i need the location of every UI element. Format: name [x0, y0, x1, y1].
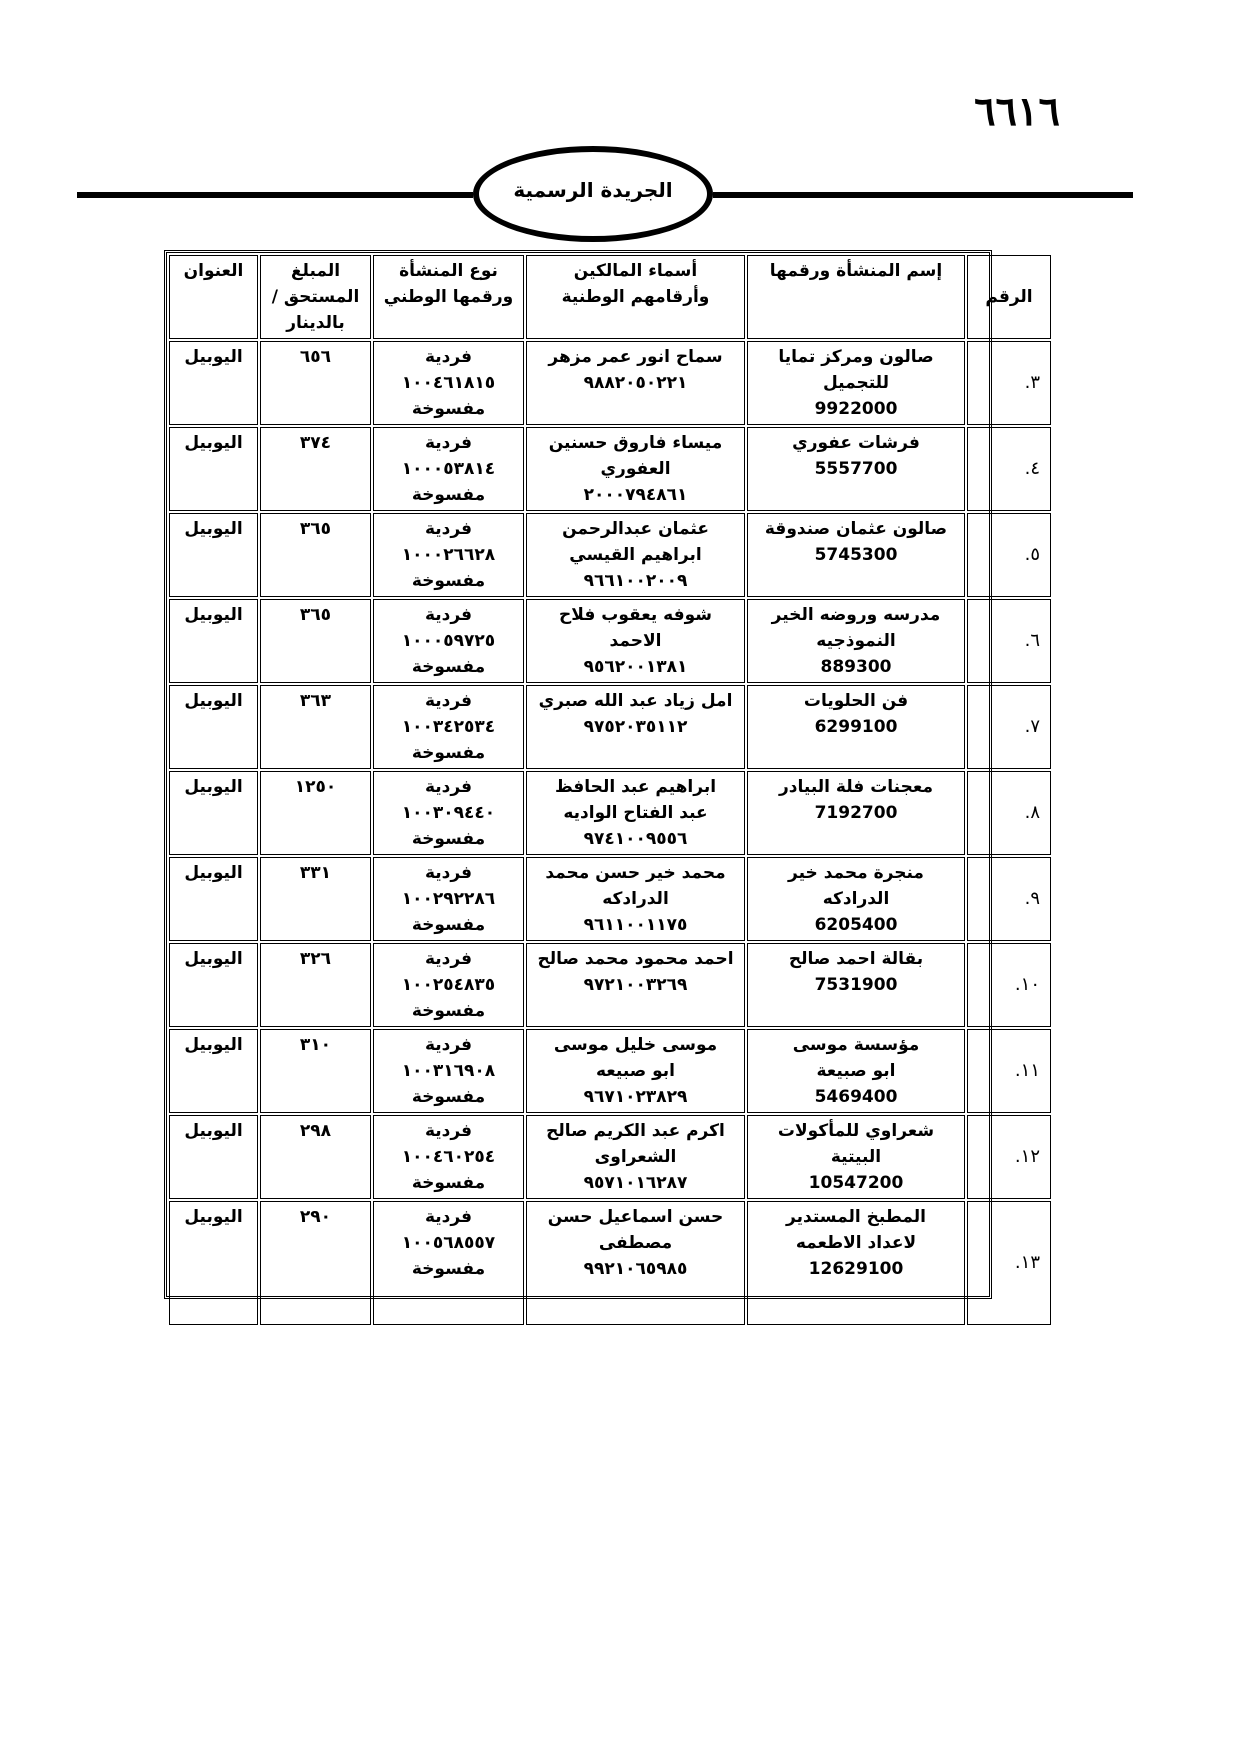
facility-type-line: مفسوخة — [411, 1087, 486, 1107]
owner-line: ٩٦١١٠٠١١٧٥ — [583, 915, 688, 935]
facilities-table-frame — [164, 250, 1040, 1299]
amount-cell — [260, 1201, 371, 1325]
facility-name-line: لاعداد الاطعمه — [795, 1233, 917, 1253]
facility-type-line: فردية — [424, 949, 473, 969]
facility-name-line: 889300 — [820, 657, 892, 677]
amount-cell — [260, 685, 371, 769]
gazette-header-oval — [473, 146, 713, 242]
owner-line: ميساء فاروق حسنين — [548, 433, 723, 453]
address-value: اليوبيل — [184, 949, 243, 969]
amount-cell — [260, 1029, 371, 1113]
facility-type-line: فردية — [424, 1035, 473, 1055]
address-value: اليوبيل — [184, 347, 243, 367]
facility-name-line: 7531900 — [814, 975, 898, 995]
amount-value: ٣٦٥ — [299, 605, 332, 625]
owner-line: محمد خير حسن محمد — [545, 863, 726, 883]
row-number-cell — [967, 427, 1051, 511]
facility-type-line: فردية — [424, 777, 473, 797]
facility-type-line: مفسوخة — [411, 1259, 486, 1279]
facility-type-line: ١٠٠٣١٦٩٠٨ — [401, 1061, 496, 1081]
row-number-cell — [967, 943, 1051, 1027]
facility-name-line: معجنات فلة البيادر — [779, 777, 933, 797]
owner-line: شوفه يعقوب فلاح الاحمد — [559, 605, 712, 651]
facility-name-cell — [747, 599, 965, 683]
address-cell — [169, 943, 258, 1027]
table-row — [169, 857, 1051, 941]
owners-cell — [526, 427, 745, 511]
facility-type-line: فردية — [424, 1207, 473, 1227]
owner-line: عثمان عبدالرحمن — [562, 519, 709, 539]
address-value: اليوبيل — [184, 433, 243, 453]
facility-name-line: ابو صبيعة — [816, 1061, 896, 1081]
facility-type-line: مفسوخة — [411, 1001, 486, 1021]
facility-name-line: 10547200 — [808, 1173, 904, 1193]
row-number: ١٠. — [1014, 974, 1040, 995]
facility-type-line: ١٠٠٢٥٤٨٣٥ — [401, 975, 496, 995]
owner-line: الشعراوى — [594, 1147, 677, 1167]
address-value: اليوبيل — [184, 1121, 243, 1141]
owner-line: موسى خليل موسى — [553, 1035, 718, 1055]
row-number: ١١. — [1014, 1060, 1040, 1081]
address-cell — [169, 341, 258, 425]
address-value: اليوبيل — [184, 1207, 243, 1227]
facility-name-cell — [747, 943, 965, 1027]
facility-type-line: ١٠٠٤٦١٨١٥ — [401, 373, 496, 393]
facility-type-line: فردية — [424, 605, 473, 625]
facility-name-line: مؤسسة موسى — [792, 1035, 920, 1055]
row-number-cell — [967, 685, 1051, 769]
row-number: ٦. — [1024, 630, 1040, 651]
amount-value: ١٢٥٠ — [294, 777, 337, 797]
facility-type-cell — [373, 1201, 524, 1325]
facility-type-line: فردية — [424, 863, 473, 883]
header-rule-right — [713, 192, 1133, 198]
facility-type-cell — [373, 599, 524, 683]
facility-type-line: فردية — [424, 1121, 473, 1141]
header-rule-left — [77, 192, 473, 198]
facility-type-line: ١٠٠٢٩٢٢٨٦ — [401, 889, 496, 909]
owners-cell — [526, 685, 745, 769]
owners-cell — [526, 1201, 745, 1325]
amount-cell — [260, 1115, 371, 1199]
facility-name-line: فن الحلويات — [803, 691, 909, 711]
amount-cell — [260, 943, 371, 1027]
owner-line: ابراهيم القيسي — [569, 545, 702, 565]
row-number: ٩. — [1024, 888, 1040, 909]
facility-name-line: 7192700 — [814, 803, 898, 823]
row-number-cell — [967, 1201, 1051, 1325]
facility-type-line: مفسوخة — [411, 743, 486, 763]
facility-type-cell — [373, 513, 524, 597]
address-value: اليوبيل — [184, 519, 243, 539]
address-cell — [169, 857, 258, 941]
address-cell — [169, 513, 258, 597]
row-number: ١٣. — [1014, 1252, 1040, 1273]
table-row — [169, 685, 1051, 769]
facility-type-line: ١٠٠٥٦٨٥٥٧ — [401, 1233, 496, 1253]
facility-type-line: فردية — [424, 691, 473, 711]
address-value: اليوبيل — [184, 1035, 243, 1055]
owners-cell — [526, 513, 745, 597]
row-number-cell — [967, 857, 1051, 941]
table-body — [169, 341, 1051, 1325]
facility-name-line: صالون ومركز تمايا — [778, 347, 934, 367]
table-row — [169, 599, 1051, 683]
facility-name-line: منجرة محمد خير — [788, 863, 924, 883]
amount-value: ٣٧٤ — [299, 433, 332, 453]
facility-name-line: شعراوي للمأكولات — [777, 1121, 935, 1141]
owner-line: ٩٩٢١٠٦٥٩٨٥ — [583, 1259, 688, 1279]
owner-line: ٩٦٧١٠٢٣٨٢٩ — [583, 1087, 688, 1107]
address-cell — [169, 685, 258, 769]
table-row — [169, 427, 1051, 511]
owner-line: عبد الفتاح الواديه — [563, 803, 708, 823]
facility-name-line: صالون عثمان صندوقة — [764, 519, 948, 539]
facility-type-line: فردية — [424, 433, 473, 453]
row-number: ٧. — [1024, 716, 1040, 737]
amount-value: ٣٦٣ — [299, 691, 332, 711]
facility-type-line: ١٠٠٣٤٢٥٣٤ — [401, 717, 496, 737]
amount-cell — [260, 771, 371, 855]
facility-type-cell — [373, 1029, 524, 1113]
amount-value: ٣٦٥ — [299, 519, 332, 539]
owners-cell — [526, 857, 745, 941]
address-cell — [169, 771, 258, 855]
row-number: ٤. — [1024, 458, 1040, 479]
amount-value: ٣١٠ — [299, 1035, 332, 1055]
owner-line: اكرم عبد الكريم صالح — [546, 1121, 725, 1141]
facility-name-line: البيتية — [830, 1147, 882, 1167]
amount-cell — [260, 513, 371, 597]
owner-line: مصطفى — [598, 1233, 673, 1253]
amount-cell — [260, 599, 371, 683]
owners-cell — [526, 341, 745, 425]
address-cell — [169, 1201, 258, 1325]
facility-name-line: فرشات عفوري — [792, 433, 920, 453]
header-amount: المبلغ المستحق /بالدينار — [260, 255, 371, 339]
table-header-row — [169, 255, 1051, 339]
address-value: اليوبيل — [184, 777, 243, 797]
header-number: الرقم — [967, 255, 1051, 339]
owner-line: احمد محمود محمد صالح — [537, 949, 734, 969]
facility-type-cell — [373, 857, 524, 941]
facility-name-cell — [747, 341, 965, 425]
amount-cell — [260, 857, 371, 941]
table-row — [169, 341, 1051, 425]
owner-line: الدرادكه — [602, 889, 669, 909]
owner-line: ٩٦٦١٠٠٢٠٠٩ — [583, 571, 688, 591]
gazette-title: الجريدة الرسمية — [513, 178, 673, 202]
owners-cell — [526, 599, 745, 683]
table-row — [169, 1029, 1051, 1113]
facility-type-cell — [373, 943, 524, 1027]
address-value: اليوبيل — [184, 691, 243, 711]
facility-type-cell — [373, 427, 524, 511]
header-address: العنوان — [169, 255, 258, 339]
facility-name-line: بقالة احمد صالح — [788, 949, 924, 969]
owner-line: ابو صبيعه — [596, 1061, 675, 1081]
table-row — [169, 1201, 1051, 1325]
amount-value: ٢٩٠ — [299, 1207, 332, 1227]
address-cell — [169, 1115, 258, 1199]
facility-type-line: مفسوخة — [411, 399, 486, 419]
facility-name-line: 6299100 — [814, 717, 898, 737]
table-row — [169, 513, 1051, 597]
facility-name-cell — [747, 1115, 965, 1199]
amount-cell — [260, 341, 371, 425]
owner-line: سماح انور عمر مزهر — [548, 347, 723, 367]
facility-name-line: 5469400 — [814, 1087, 898, 1107]
owner-line: ٩٧٢١٠٠٣٢٦٩ — [583, 975, 688, 995]
owners-cell — [526, 1115, 745, 1199]
facility-name-line: للتجميل — [822, 373, 890, 393]
facilities-table — [167, 253, 1053, 1327]
facility-name-line: النموذجيه — [816, 631, 896, 651]
row-number: ١٢. — [1014, 1146, 1040, 1167]
facility-name-cell — [747, 685, 965, 769]
facility-name-cell — [747, 1029, 965, 1113]
owner-line: ٩٧٥٢٠٣٥١١٢ — [583, 717, 688, 737]
facility-type-line: مفسوخة — [411, 485, 486, 505]
facility-name-line: 9922000 — [814, 399, 898, 419]
facility-type-cell — [373, 771, 524, 855]
address-cell — [169, 1029, 258, 1113]
facility-name-line: 5745300 — [814, 545, 898, 565]
row-number-cell — [967, 1115, 1051, 1199]
facility-type-line: ١٠٠٠٢٦٦٢٨ — [401, 545, 496, 565]
facility-name-line: 12629100 — [808, 1259, 904, 1279]
row-number-cell — [967, 1029, 1051, 1113]
row-number: ٨. — [1024, 802, 1040, 823]
facility-name-line: مدرسه وروضه الخير — [771, 605, 941, 625]
facility-type-line: ١٠٠٠٥٣٨١٤ — [401, 459, 496, 479]
table-row — [169, 943, 1051, 1027]
facility-type-line: ١٠٠٣٠٩٤٤٠ — [401, 803, 496, 823]
row-number-cell — [967, 771, 1051, 855]
address-cell — [169, 427, 258, 511]
facility-name-cell — [747, 771, 965, 855]
amount-value: ٣٣١ — [299, 863, 332, 883]
facility-type-line: مفسوخة — [411, 829, 486, 849]
facility-type-cell — [373, 685, 524, 769]
facility-type-line: مفسوخة — [411, 657, 486, 677]
address-value: اليوبيل — [184, 605, 243, 625]
owner-line: امل زياد عبد الله صبري — [538, 691, 733, 711]
facility-name-cell — [747, 427, 965, 511]
facility-type-line: مفسوخة — [411, 915, 486, 935]
amount-value: ٣٢٦ — [299, 949, 332, 969]
owner-line: ٩٥٦٢٠٠١٣٨١ — [583, 657, 688, 677]
header-facility-type: نوع المنشأة ورقمها الوطني — [373, 255, 524, 339]
owner-line: ابراهيم عبد الحافظ — [554, 777, 717, 797]
facility-name-cell — [747, 1201, 965, 1325]
header-facility-name: إسم المنشأة ورقمها — [747, 255, 965, 339]
facility-name-line: الدرادكه — [822, 889, 890, 909]
header-owners: أسماء المالكين وأرقامهم الوطنية — [526, 255, 745, 339]
owners-cell — [526, 943, 745, 1027]
amount-value: ٦٥٦ — [299, 347, 332, 367]
page-number: ٦٦١٦ — [974, 88, 1060, 135]
owner-line: حسن اسماعيل حسن — [547, 1207, 724, 1227]
owner-line: العفوري — [600, 459, 671, 479]
row-number: ٣. — [1024, 372, 1040, 393]
facility-type-cell — [373, 1115, 524, 1199]
facility-name-line: 6205400 — [814, 915, 898, 935]
owners-cell — [526, 1029, 745, 1113]
address-cell — [169, 599, 258, 683]
row-number-cell — [967, 513, 1051, 597]
table-row — [169, 771, 1051, 855]
owner-line: ٩٧٤١٠٠٩٥٥٦ — [583, 829, 688, 849]
facility-type-line: فردية — [424, 519, 473, 539]
row-number-cell — [967, 341, 1051, 425]
facility-name-line: المطبخ المستدير — [786, 1207, 926, 1227]
owner-line: ٩٨٨٢٠٥٠٢٢١ — [583, 373, 688, 393]
owner-line: ٢٠٠٠٧٩٤٨٦١ — [583, 485, 688, 505]
amount-cell — [260, 427, 371, 511]
address-value: اليوبيل — [184, 863, 243, 883]
amount-value: ٢٩٨ — [299, 1121, 332, 1141]
facility-name-cell — [747, 513, 965, 597]
facility-name-line: 5557700 — [814, 459, 898, 479]
facility-type-line: ١٠٠٠٥٩٧٢٥ — [401, 631, 496, 651]
owner-line: ٩٥٧١٠١٦٢٨٧ — [583, 1173, 688, 1193]
facility-name-cell — [747, 857, 965, 941]
facility-type-line: فردية — [424, 347, 473, 367]
row-number-cell — [967, 599, 1051, 683]
facility-type-line: مفسوخة — [411, 1173, 486, 1193]
facility-type-line: ١٠٠٤٦٠٢٥٤ — [401, 1147, 496, 1167]
facility-type-line: مفسوخة — [411, 571, 486, 591]
owners-cell — [526, 771, 745, 855]
table-row — [169, 1115, 1051, 1199]
row-number: ٥. — [1024, 544, 1040, 565]
facility-type-cell — [373, 341, 524, 425]
